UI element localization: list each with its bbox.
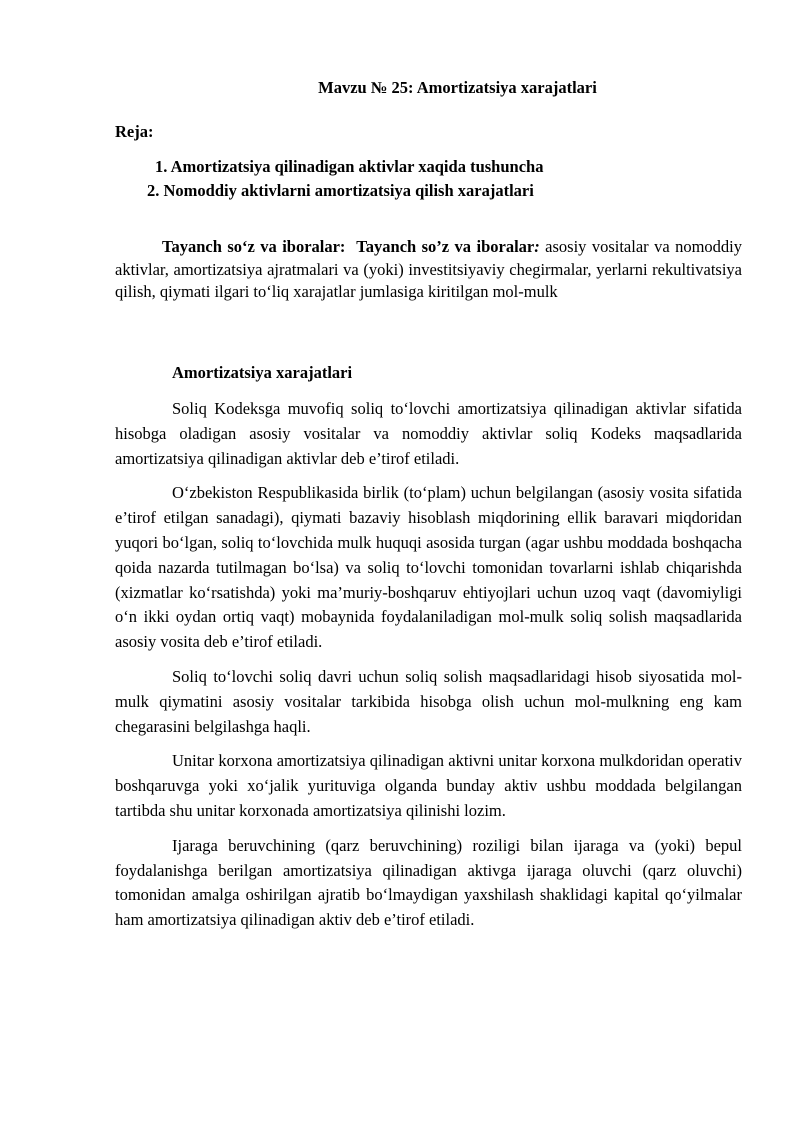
paragraph-5: Ijaraga beruvchining (qarz beruvchining) roziligi bilan ijaraga va (yoki) bepul foydalanishga berilgan amortizatsiya qilinadigan aktivga ijaraga oluvchi (qarz oluvchi) tomonidan amalga oshirilgan ajratib bo‘lmaydigan yaxshilash shaklidagi kapital qo‘yilmalar ham amortizatsiya qilinadigan aktiv deb e’tirof etiladi. [115, 835, 742, 930]
plan-list [115, 155, 742, 203]
paragraph-3: Soliq to‘lovchi soliq davri uchun soliq solish maqsadlaridagi hisob siyosatida mol-mulk qiymatini asosiy vositalar tarkibida hisobga olish uchun mol-mulkning eng kam chegarasini belgilashga haqli. [115, 666, 742, 736]
paragraph-2: O‘zbekiston Respublikasida birlik (to‘plam) uchun belgilangan (asosiy vosita sifatida e’tirof etilgan sanadagi), qiymati bazaviy hisoblash miqdorining ellik baravari miqdoridan yuqori bo‘lgan, soliq to‘lovchida mulk huquqi asosida turgan (agar ushbu moddada boshqacha qoida nazarda tutilmagan bo‘lsa) va soliq to‘lovchi tomonidan tovarlarni ishlab chiqarishda (xizmatlar ko‘rsatishda) yoki ma’muriy-boshqaruv ehtiyojlari uchun uzoq vaqt (davomiyligi o‘n ikki oydan ortiq vaqt) mobaynida foydalaniladigan mol-mulk soliq solish maqsadlarida asosiy vosita deb e’tirof etiladi. [115, 483, 742, 652]
keywords-paragraph [115, 236, 742, 304]
section-heading: Amortizatsiya xarajatlari [172, 363, 353, 382]
document-title: Mavzu № 25: Amortizatsiya xarajatlari [318, 78, 597, 97]
plan-label: Reja: [115, 122, 154, 141]
paragraph-1: Soliq Kodeksga muvofiq soliq to‘lovchi amortizatsiya qilinadigan aktivlar sifatida hisobga oladigan asosiy vositalar va nomoddiy aktivlar soliq Kodeks maqsadlarida amortizatsiya qilinadigan aktivlar deb e’tirof etiladi. [115, 399, 742, 468]
keywords-colon: : [534, 237, 540, 256]
paragraph-4: Unitar korxona amortizatsiya qilinadigan aktivni unitar korxona mulkdoridan operativ boshqaruvga yoki xo‘jalik yurituviga olganda bunday aktiv ushbu moddada belgilangan tartibda shu unitar korxonada amortizatsiya qilinishi lozim. [115, 751, 742, 820]
plan-item-1: 1. Amortizatsiya qilinadigan aktivlar xaqida tushuncha [155, 157, 544, 176]
keywords-label-2: Tayanch so’z va iboralar [356, 237, 535, 256]
keywords-label-1: Tayanch so‘z va iboralar: [162, 237, 346, 256]
keywords-text: asosiy vositalar va nomoddiy aktivlar, amortizatsiya ajratmalari va (yoki) investitsiyaviy chegirmalar, yerlarni rekultivatsiya qilish, qiymati ilgari to‘liq xarajatlar jumlasiga kiritilgan mol-mulk [115, 237, 743, 301]
body-text [115, 397, 742, 943]
plan-item-2: 2. Nomoddiy aktivlarni amortizatsiya qilish xarajatlari [147, 181, 534, 200]
